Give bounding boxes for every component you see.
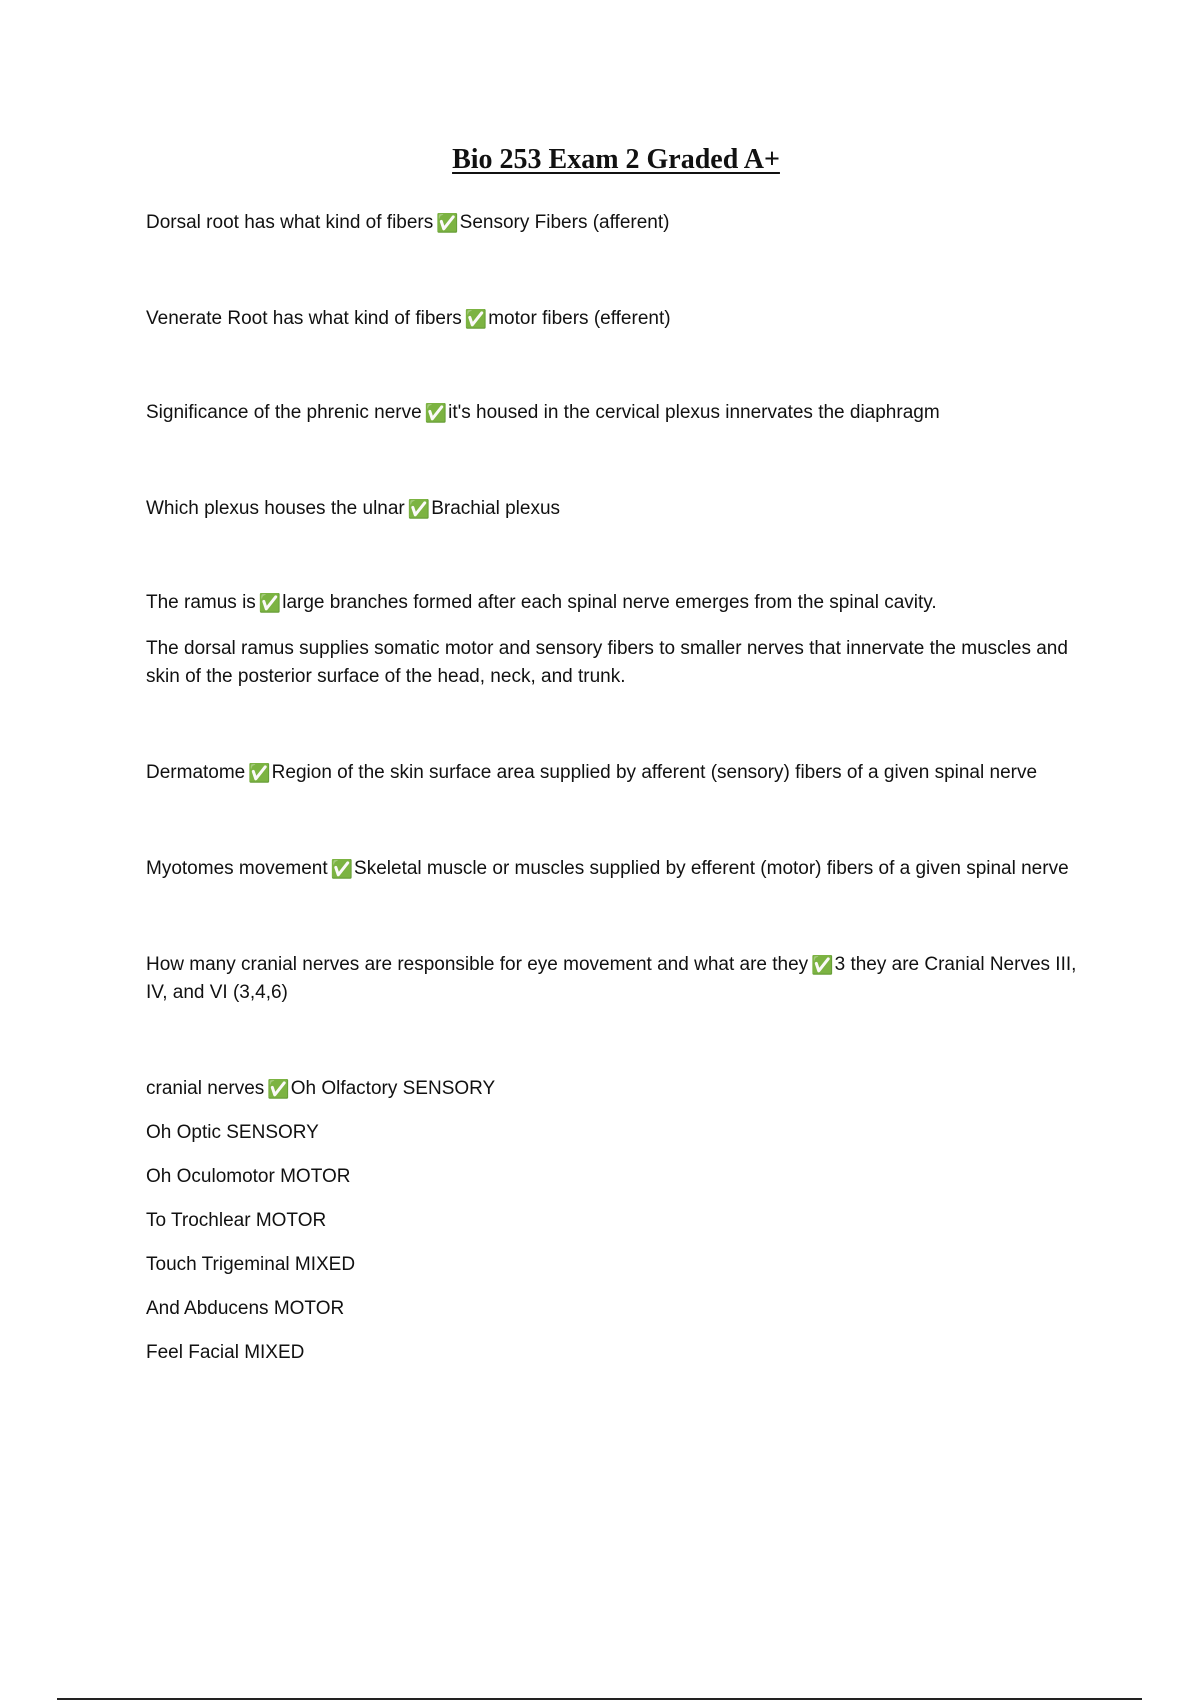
question-text: The ramus is <box>146 592 256 613</box>
document-content <box>146 208 1096 1367</box>
check-icon: ✅ <box>248 763 271 783</box>
check-icon: ✅ <box>811 955 834 975</box>
answer-text: Region of the skin surface area supplied by afferent (sensory) fibers of a given spinal nerve <box>271 762 1038 783</box>
qa-ventral-root <box>146 304 1096 333</box>
question-text: Venerate Root has what kind of fibers <box>146 308 462 329</box>
answer-text: Skeletal muscle or muscles supplied by efferent (motor) fibers of a given spinal nerve <box>354 858 1069 879</box>
question-text: cranial nerves <box>146 1078 265 1099</box>
answer-text: Brachial plexus <box>431 498 561 519</box>
answer-text: it's housed in the cervical plexus innervates the diaphragm <box>448 402 940 423</box>
cranial-list-item: Oh Oculomotor MOTOR <box>146 1166 351 1187</box>
question-text: Myotomes movement <box>146 858 328 879</box>
cranial-list-item: Touch Trigeminal MIXED <box>146 1254 356 1275</box>
qa-ramus <box>146 588 1096 617</box>
qa-myotomes <box>146 854 1096 883</box>
cranial-list-item: And Abducens MOTOR <box>146 1298 345 1319</box>
qa-ulnar-plexus <box>146 494 1096 523</box>
document-title: Bio 253 Exam 2 Graded A+ <box>452 144 780 175</box>
question-text: Dorsal root has what kind of fibers <box>146 212 434 233</box>
check-icon: ✅ <box>424 403 448 423</box>
check-icon: ✅ <box>267 1079 290 1099</box>
qa-eye-movement-nerves <box>146 950 1096 1007</box>
check-icon: ✅ <box>407 499 431 519</box>
question-text: Significance of the phrenic nerve <box>146 402 422 423</box>
question-text: Which plexus houses the ulnar <box>146 498 405 519</box>
answer-text: 3 they are Cranial Nerves III, IV, and VI (3,4,6) <box>146 954 1077 1003</box>
check-icon: ✅ <box>330 859 354 879</box>
qa-dorsal-root <box>146 208 1096 237</box>
check-icon: ✅ <box>436 213 459 233</box>
cranial-list-item: To Trochlear MOTOR <box>146 1210 327 1231</box>
answer-text: Oh Olfactory SENSORY <box>290 1078 496 1099</box>
dorsal-ramus-paragraph: The dorsal ramus supplies somatic motor and sensory fibers to smaller nerves that innervate the muscles and skin of the posterior surface of the head, neck, and trunk. <box>146 638 1068 687</box>
check-icon: ✅ <box>464 309 488 329</box>
qa-dermatome <box>146 758 1096 787</box>
qa-cranial-nerves <box>146 1074 1096 1103</box>
question-text: How many cranial nerves are responsible for eye movement and what are they <box>146 954 809 975</box>
check-icon: ✅ <box>258 593 282 613</box>
cranial-list-item: Feel Facial MIXED <box>146 1342 305 1363</box>
answer-text: large branches formed after each spinal nerve emerges from the spinal cavity. <box>282 592 937 613</box>
question-text: Dermatome <box>146 762 246 783</box>
answer-text: motor fibers (efferent) <box>488 308 671 329</box>
answer-text: Sensory Fibers (afferent) <box>459 212 670 233</box>
cranial-list-item: Oh Optic SENSORY <box>146 1122 319 1143</box>
qa-phrenic-nerve <box>146 398 1096 427</box>
